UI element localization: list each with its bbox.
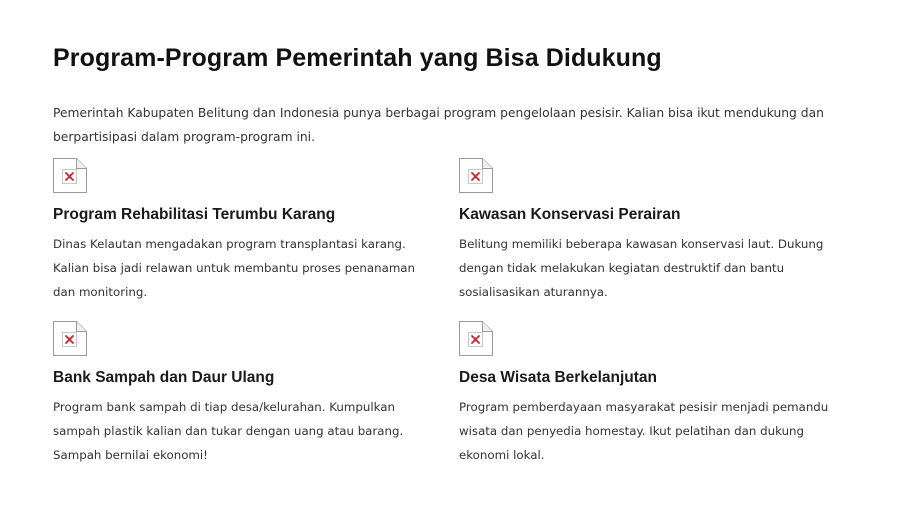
broken-image-icon [53, 158, 87, 193]
program-title: Program Rehabilitasi Terumbu Karang [53, 206, 336, 223]
section-intro: Pemerintah Kabupaten Belitung dan Indonesia punya berbagai program pengelolaan pesisir. Kalian bisa ikut mendukung dan berpartisipasi dalam program-program ini. [53, 106, 824, 144]
program-title: Bank Sampah dan Daur Ulang [53, 369, 275, 386]
program-description: Program pemberdayaan masyarakat pesisir menjadi pemandu wisata dan penyedia homestay. Ikut pelatihan dan dukung ekonomi lokal. [459, 400, 829, 462]
program-description: Dinas Kelautan mengadakan program transplantasi karang. Kalian bisa jadi relawan untuk membantu proses penanaman dan monitoring. [53, 237, 416, 299]
program-description: Program bank sampah di tiap desa/kelurahan. Kumpulkan sampah plastik kalian dan tukar dengan uang atau barang. Sampah bernilai ekonomi! [53, 400, 404, 462]
broken-image-icon [459, 158, 493, 193]
program-title: Desa Wisata Berkelanjutan [459, 369, 657, 386]
program-description: Belitung memiliki beberapa kawasan konservasi laut. Dukung dengan tidak melakukan kegiatan destruktif dan bantu sosialisasikan aturannya. [459, 237, 824, 299]
broken-image-icon [53, 321, 87, 356]
section-title: Program-Program Pemerintah yang Bisa Didukung [53, 44, 662, 72]
program-title: Kawasan Konservasi Perairan [459, 206, 681, 223]
broken-image-icon [459, 321, 493, 356]
